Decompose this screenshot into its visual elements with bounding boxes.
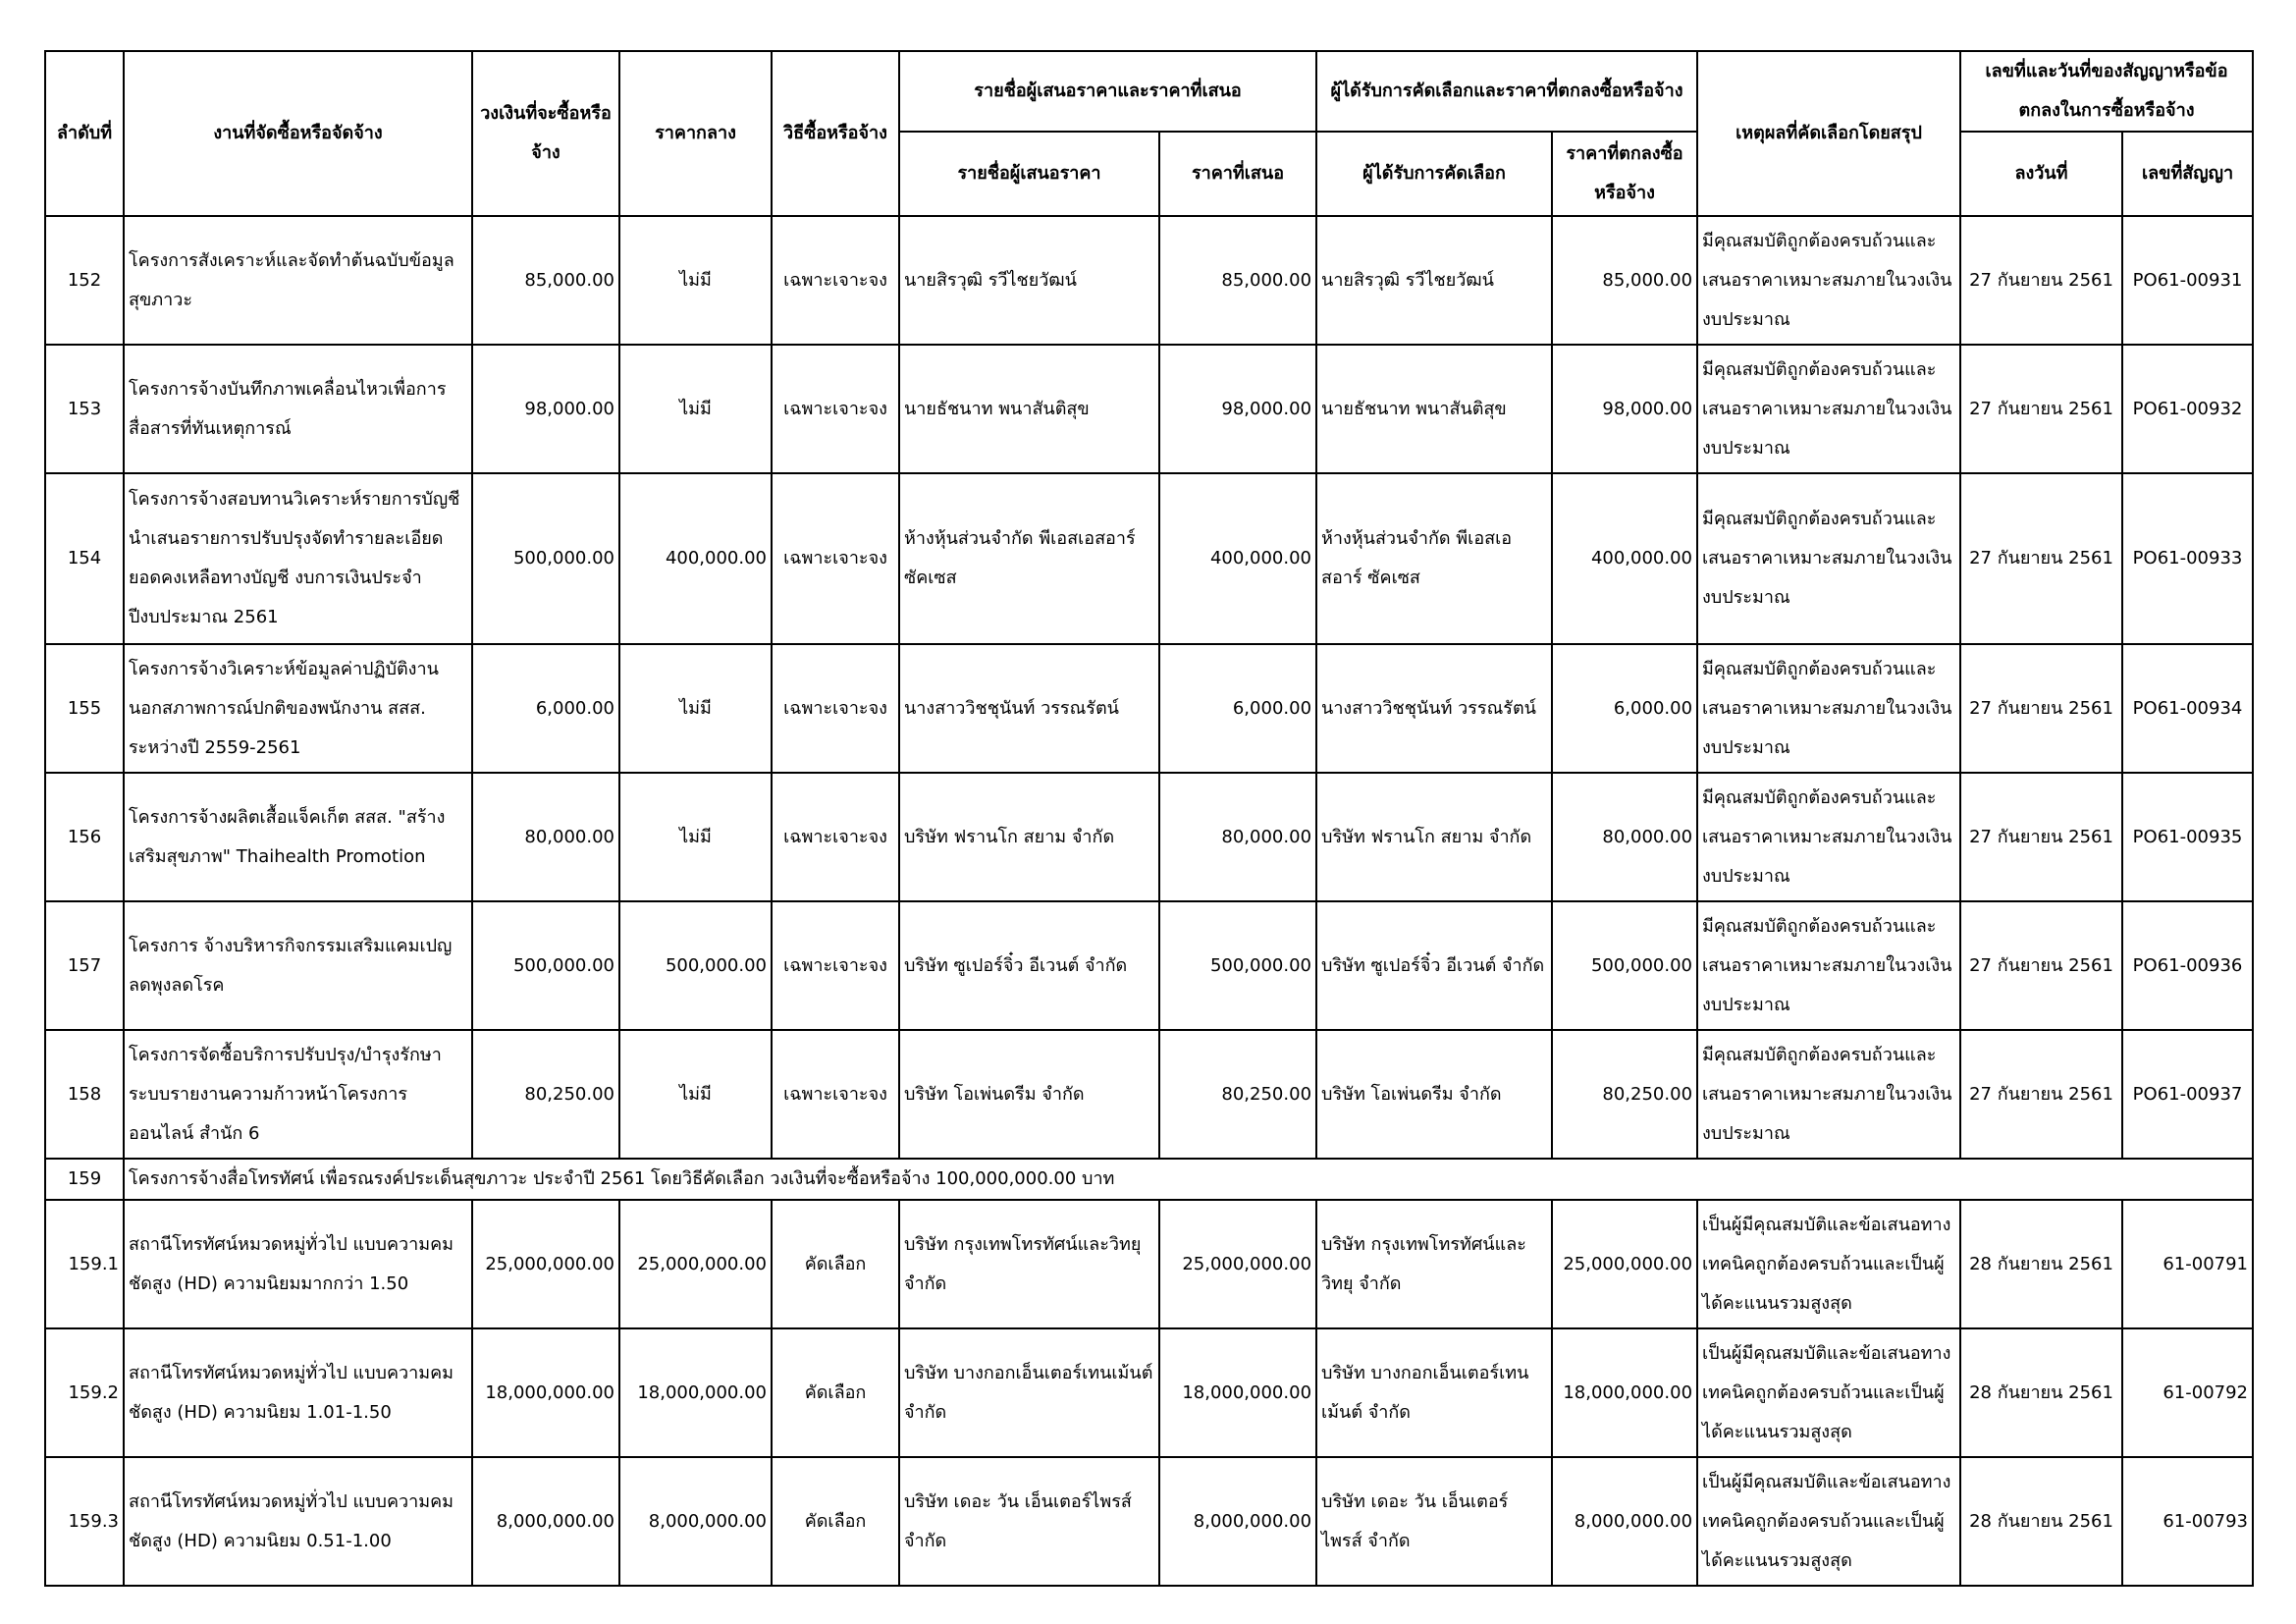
cell-agreed-price: 98,000.00 (1552, 345, 1697, 473)
cell-reason: เป็นผู้มีคุณสมบัติและข้อเสนอทางเทคนิคถูกต้องครบถ้วนและเป็นผู้ได้คะแนนรวมสูงสุด (1697, 1457, 1960, 1586)
table-row (45, 1457, 2253, 1586)
table-row (45, 345, 2253, 473)
cell-reason: มีคุณสมบัติถูกต้องครบถ้วนและเสนอราคาเหมาะสมภายในวงเงินงบประมาณ (1697, 901, 1960, 1030)
table-header (45, 51, 2253, 216)
cell-contract-no: PO61-00934 (2122, 644, 2253, 773)
cell-bid-price: 80,250.00 (1159, 1030, 1316, 1159)
table-row (45, 1030, 2253, 1159)
cell-reason: เป็นผู้มีคุณสมบัติและข้อเสนอทางเทคนิคถูกต้องครบถ้วนและเป็นผู้ได้คะแนนรวมสูงสุด (1697, 1328, 1960, 1457)
table-row (45, 773, 2253, 901)
cell-agreed-price: 85,000.00 (1552, 216, 1697, 345)
cell-selected-name: บริษัท ซูเปอร์จิ๋ว อีเวนต์ จำกัด (1316, 901, 1552, 1030)
cell-selected-name: บริษัท ฟรานโก สยาม จำกัด (1316, 773, 1552, 901)
header-median-price: ราคากลาง (619, 51, 772, 216)
table-body (45, 216, 2253, 1586)
cell-selected-name: นายสิรวุฒิ รวีไชยวัฒน์ (1316, 216, 1552, 345)
header-reason: เหตุผลที่คัดเลือกโดยสรุป (1697, 51, 1960, 216)
header-agreed-price: ราคาที่ตกลงซื้อหรือจ้าง (1552, 132, 1697, 216)
cell-no: 159.2 (45, 1328, 124, 1457)
cell-contract-no: 61-00792 (2122, 1328, 2253, 1457)
cell-reason: มีคุณสมบัติถูกต้องครบถ้วนและเสนอราคาเหมาะสมภายในวงเงินงบประมาณ (1697, 773, 1960, 901)
cell-contract-no: 61-00793 (2122, 1457, 2253, 1586)
cell-bid-price: 400,000.00 (1159, 473, 1316, 644)
header-bid-price: ราคาที่เสนอ (1159, 132, 1316, 216)
cell-budget: 25,000,000.00 (472, 1200, 619, 1328)
cell-selected-name: บริษัท โอเพ่นดรีม จำกัด (1316, 1030, 1552, 1159)
cell-median-price: ไม่มี (619, 773, 772, 901)
cell-task: สถานีโทรทัศน์หมวดหมู่ทั่วไป แบบความคมชัดสูง (HD) ความนิยม 0.51-1.00 (124, 1457, 472, 1586)
cell-method: เฉพาะเจาะจง (772, 773, 899, 901)
header-contract-group: เลขที่และวันที่ของสัญญาหรือข้อตกลงในการซื้อหรือจ้าง (1960, 51, 2253, 132)
header-method: วิธีซื้อหรือจ้าง (772, 51, 899, 216)
cell-budget: 98,000.00 (472, 345, 619, 473)
cell-method: คัดเลือก (772, 1457, 899, 1586)
header-selected-group: ผู้ได้รับการคัดเลือกและราคาที่ตกลงซื้อหรือจ้าง (1316, 51, 1697, 132)
cell-no: 155 (45, 644, 124, 773)
cell-budget: 500,000.00 (472, 901, 619, 1030)
header-bidders-group: รายชื่อผู้เสนอราคาและราคาที่เสนอ (899, 51, 1316, 132)
table-row (45, 216, 2253, 345)
cell-bidder-name: บริษัท ซูเปอร์จิ๋ว อีเวนต์ จำกัด (899, 901, 1159, 1030)
cell-bidder-name: บริษัท กรุงเทพโทรทัศน์และวิทยุ จำกัด (899, 1200, 1159, 1328)
cell-reason: มีคุณสมบัติถูกต้องครบถ้วนและเสนอราคาเหมาะสมภายในวงเงินงบประมาณ (1697, 345, 1960, 473)
cell-bid-price: 85,000.00 (1159, 216, 1316, 345)
cell-no: 159.1 (45, 1200, 124, 1328)
header-task: งานที่จัดซื้อหรือจัดจ้าง (124, 51, 472, 216)
cell-median-price: ไม่มี (619, 1030, 772, 1159)
cell-budget: 6,000.00 (472, 644, 619, 773)
header-contract-no: เลขที่สัญญา (2122, 132, 2253, 216)
cell-bid-price: 98,000.00 (1159, 345, 1316, 473)
cell-selected-name: บริษัท บางกอกเอ็นเตอร์เทนเม้นต์ จำกัด (1316, 1328, 1552, 1457)
cell-contract-no: PO61-00935 (2122, 773, 2253, 901)
cell-no: 156 (45, 773, 124, 901)
cell-contract-no: PO61-00932 (2122, 345, 2253, 473)
table-row (45, 473, 2253, 644)
cell-budget: 80,000.00 (472, 773, 619, 901)
cell-agreed-price: 6,000.00 (1552, 644, 1697, 773)
table-row (45, 644, 2253, 773)
cell-method: เฉพาะเจาะจง (772, 216, 899, 345)
cell-bid-price: 80,000.00 (1159, 773, 1316, 901)
cell-median-price: 500,000.00 (619, 901, 772, 1030)
cell-no: 152 (45, 216, 124, 345)
cell-date: 27 กันยายน 2561 (1960, 1030, 2122, 1159)
cell-agreed-price: 8,000,000.00 (1552, 1457, 1697, 1586)
cell-median-price: ไม่มี (619, 345, 772, 473)
cell-selected-name: ห้างหุ้นส่วนจำกัด พีเอสเอสอาร์ ซัคเซส (1316, 473, 1552, 644)
table-row (45, 1200, 2253, 1328)
cell-median-price: 400,000.00 (619, 473, 772, 644)
cell-contract-no: PO61-00936 (2122, 901, 2253, 1030)
cell-date: 28 กันยายน 2561 (1960, 1457, 2122, 1586)
cell-agreed-price: 80,250.00 (1552, 1030, 1697, 1159)
cell-bid-price: 500,000.00 (1159, 901, 1316, 1030)
cell-selected-name: นางสาววิชชุนันท์ วรรณรัตน์ (1316, 644, 1552, 773)
cell-reason: มีคุณสมบัติถูกต้องครบถ้วนและเสนอราคาเหมาะสมภายในวงเงินงบประมาณ (1697, 644, 1960, 773)
cell-contract-no: 61-00791 (2122, 1200, 2253, 1328)
cell-no: 153 (45, 345, 124, 473)
cell-selected-name: บริษัท กรุงเทพโทรทัศน์และวิทยุ จำกัด (1316, 1200, 1552, 1328)
cell-median-price: 18,000,000.00 (619, 1328, 772, 1457)
cell-reason: มีคุณสมบัติถูกต้องครบถ้วนและเสนอราคาเหมาะสมภายในวงเงินงบประมาณ (1697, 473, 1960, 644)
cell-no: 159.3 (45, 1457, 124, 1586)
cell-date: 27 กันยายน 2561 (1960, 644, 2122, 773)
cell-reason: เป็นผู้มีคุณสมบัติและข้อเสนอทางเทคนิคถูกต้องครบถ้วนและเป็นผู้ได้คะแนนรวมสูงสุด (1697, 1200, 1960, 1328)
cell-reason: มีคุณสมบัติถูกต้องครบถ้วนและเสนอราคาเหมาะสมภายในวงเงินงบประมาณ (1697, 1030, 1960, 1159)
cell-budget: 85,000.00 (472, 216, 619, 345)
cell-bidder-name: บริษัท ฟรานโก สยาม จำกัด (899, 773, 1159, 901)
cell-contract-no: PO61-00931 (2122, 216, 2253, 345)
cell-bidder-name: นางสาววิชชุนันท์ วรรณรัตน์ (899, 644, 1159, 773)
cell-task: โครงการจ้างวิเคราะห์ข้อมูลค่าปฏิบัติงานนอกสภาพการณ์ปกติของพนักงาน สสส. ระหว่างปี 2559-2561 (124, 644, 472, 773)
cell-method: เฉพาะเจาะจง (772, 345, 899, 473)
cell-budget: 500,000.00 (472, 473, 619, 644)
cell-date: 27 กันยายน 2561 (1960, 216, 2122, 345)
cell-no: 158 (45, 1030, 124, 1159)
section-no: 159 (45, 1159, 124, 1200)
header-budget: วงเงินที่จะซื้อหรือจ้าง (472, 51, 619, 216)
header-selected-name: ผู้ได้รับการคัดเลือก (1316, 132, 1552, 216)
cell-median-price: ไม่มี (619, 644, 772, 773)
cell-task: โครงการจ้างบันทึกภาพเคลื่อนไหวเพื่อการสื่อสารที่ทันเหตุการณ์ (124, 345, 472, 473)
header-no: ลำดับที่ (45, 51, 124, 216)
cell-agreed-price: 25,000,000.00 (1552, 1200, 1697, 1328)
cell-bid-price: 8,000,000.00 (1159, 1457, 1316, 1586)
cell-bidder-name: บริษัท เดอะ วัน เอ็นเตอร์ไพรส์ จำกัด (899, 1457, 1159, 1586)
cell-bidder-name: นายสิรวุฒิ รวีไชยวัฒน์ (899, 216, 1159, 345)
cell-date: 27 กันยายน 2561 (1960, 345, 2122, 473)
cell-method: เฉพาะเจาะจง (772, 473, 899, 644)
cell-method: เฉพาะเจาะจง (772, 644, 899, 773)
cell-task: โครงการจ้างสอบทานวิเคราะห์รายการบัญชีนำเสนอรายการปรับปรุงจัดทำรายละเอียดยอดคงเหลือทางบัญชี งบการเงินประจำปีงบประมาณ 2561 (124, 473, 472, 644)
cell-task: สถานีโทรทัศน์หมวดหมู่ทั่วไป แบบความคมชัดสูง (HD) ความนิยม 1.01-1.50 (124, 1328, 472, 1457)
cell-no: 157 (45, 901, 124, 1030)
cell-task: โครงการจัดซื้อบริการปรับปรุง/บำรุงรักษาระบบรายงานความก้าวหน้าโครงการออนไลน์ สำนัก 6 (124, 1030, 472, 1159)
table-row (45, 1328, 2253, 1457)
cell-selected-name: นายธัชนาท พนาสันติสุข (1316, 345, 1552, 473)
cell-bidder-name: บริษัท โอเพ่นดรีม จำกัด (899, 1030, 1159, 1159)
cell-task: สถานีโทรทัศน์หมวดหมู่ทั่วไป แบบความคมชัดสูง (HD) ความนิยมมากกว่า 1.50 (124, 1200, 472, 1328)
section-title: โครงการจ้างสื่อโทรทัศน์ เพื่อรณรงค์ประเด็นสุขภาวะ ประจำปี 2561 โดยวิธีคัดเลือก วงเงินที่จะซื้อหรือจ้าง 100,000,000.00 บาท (124, 1159, 2253, 1200)
cell-method: เฉพาะเจาะจง (772, 901, 899, 1030)
cell-budget: 80,250.00 (472, 1030, 619, 1159)
cell-task: โครงการจ้างผลิตเสื้อแจ็คเก็ต สสส. "สร้างเสริมสุขภาพ" Thaihealth Promotion (124, 773, 472, 901)
cell-no: 154 (45, 473, 124, 644)
cell-bidder-name: บริษัท บางกอกเอ็นเตอร์เทนเม้นต์ จำกัด (899, 1328, 1159, 1457)
cell-median-price: 25,000,000.00 (619, 1200, 772, 1328)
cell-bid-price: 18,000,000.00 (1159, 1328, 1316, 1457)
cell-date: 28 กันยายน 2561 (1960, 1328, 2122, 1457)
cell-task: โครงการสังเคราะห์และจัดทำต้นฉบับข้อมูลสุขภาวะ (124, 216, 472, 345)
cell-date: 27 กันยายน 2561 (1960, 901, 2122, 1030)
cell-median-price: 8,000,000.00 (619, 1457, 772, 1586)
table-row (45, 901, 2253, 1030)
cell-task: โครงการ จ้างบริหารกิจกรรมเสริมแคมเปญลดพุงลดโรค (124, 901, 472, 1030)
cell-date: 28 กันยายน 2561 (1960, 1200, 2122, 1328)
header-date: ลงวันที่ (1960, 132, 2122, 216)
cell-bid-price: 25,000,000.00 (1159, 1200, 1316, 1328)
cell-date: 27 กันยายน 2561 (1960, 773, 2122, 901)
cell-contract-no: PO61-00937 (2122, 1030, 2253, 1159)
cell-bidder-name: ห้างหุ้นส่วนจำกัด พีเอสเอสอาร์ ซัคเซส (899, 473, 1159, 644)
cell-reason: มีคุณสมบัติถูกต้องครบถ้วนและเสนอราคาเหมาะสมภายในวงเงินงบประมาณ (1697, 216, 1960, 345)
header-bidder-name: รายชื่อผู้เสนอราคา (899, 132, 1159, 216)
section-row (45, 1159, 2253, 1200)
cell-method: คัดเลือก (772, 1200, 899, 1328)
cell-bid-price: 6,000.00 (1159, 644, 1316, 773)
cell-agreed-price: 500,000.00 (1552, 901, 1697, 1030)
cell-selected-name: บริษัท เดอะ วัน เอ็นเตอร์ไพรส์ จำกัด (1316, 1457, 1552, 1586)
cell-budget: 18,000,000.00 (472, 1328, 619, 1457)
cell-budget: 8,000,000.00 (472, 1457, 619, 1586)
cell-agreed-price: 18,000,000.00 (1552, 1328, 1697, 1457)
cell-method: คัดเลือก (772, 1328, 899, 1457)
cell-bidder-name: นายธัชนาท พนาสันติสุข (899, 345, 1159, 473)
cell-method: เฉพาะเจาะจง (772, 1030, 899, 1159)
cell-agreed-price: 400,000.00 (1552, 473, 1697, 644)
cell-median-price: ไม่มี (619, 216, 772, 345)
cell-agreed-price: 80,000.00 (1552, 773, 1697, 901)
cell-date: 27 กันยายน 2561 (1960, 473, 2122, 644)
procurement-report-table (44, 50, 2254, 1587)
cell-contract-no: PO61-00933 (2122, 473, 2253, 644)
